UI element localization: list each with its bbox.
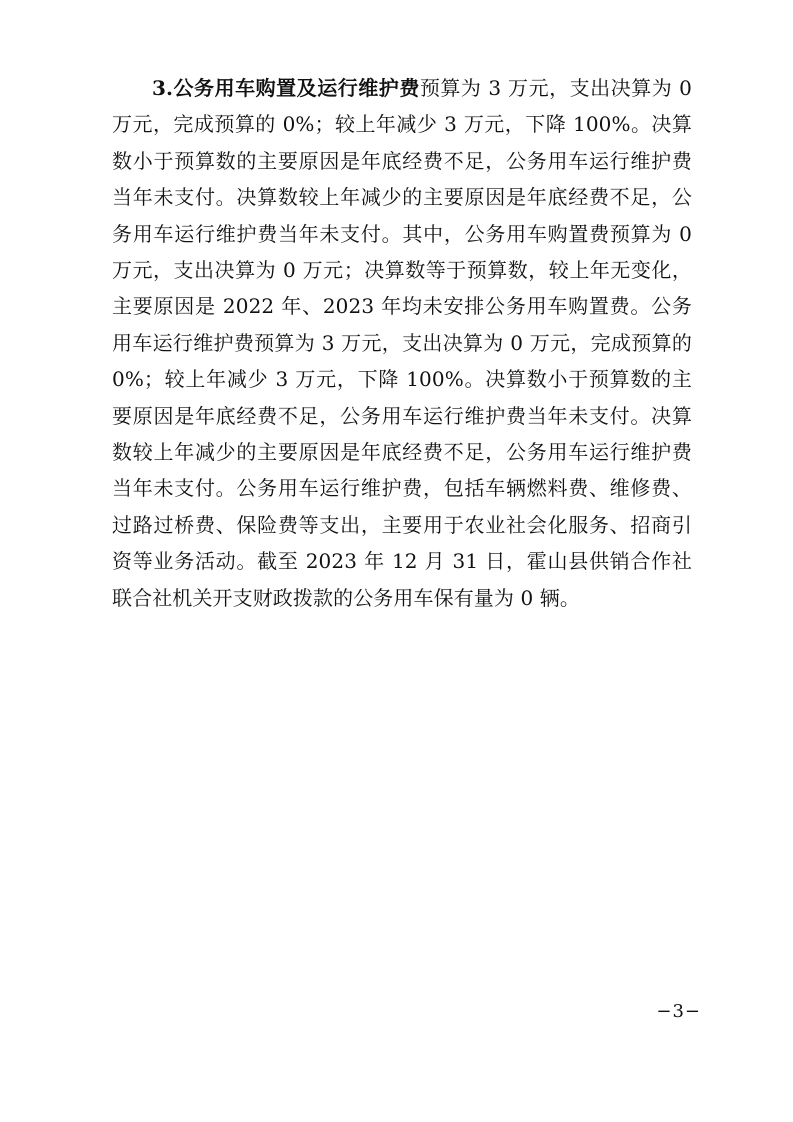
vehicle-expense-paragraph (112, 70, 692, 616)
section-heading: 3.公务用车购置及运行维护费 (152, 76, 420, 100)
document-body (112, 70, 692, 616)
page-number: −3− (656, 1001, 701, 1022)
paragraph-text: 预算为 3 万元，支出决算为 0 万元，完成预算的 0%；较上年减少 3 万元，下降 100%。决算数小于预算数的主要原因是年底经费不足，公务用车运行维护费当年未支付。决算数较上年减少的主要原因是年底经费不足，公务用车运行维护费当年未支付。其中，公务用车购置费预算为 0 万元，支出决算为 0 万元；决算数等于预算数，较上年无变化，主要原因是 2022 年、2023 年均未安排公务用车购置费。公务用车运行维护费预算为 3 万元，支出决算为 0 万元，完成预算的 0%；较上年减少 3 万元，下降 100%。决算数小于预算数的主要原因是年底经费不足，公务用车运行维护费当年未支付。决算数较上年减少的主要原因是年底经费不足，公务用车运行维护费当年未支付。公务用车运行维护费，包括车辆燃料费、维修费、过路过桥费、保险费等支出，主要用于农业社会化服务、招商引资等业务活动。截至 2023 年 12 月 31 日，霍山县供销合作社联合社机关开支财政拨款的公务用车保有量为 0 辆。 (112, 76, 693, 610)
